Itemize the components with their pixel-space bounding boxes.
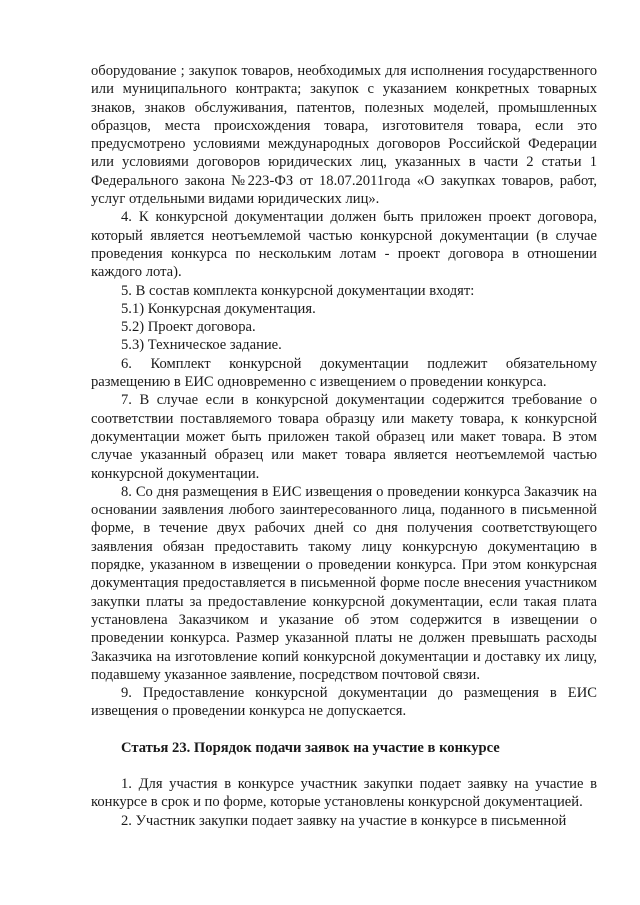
paragraph-5-3: 5.3) Техническое задание. (121, 337, 282, 354)
paragraph-6: 6. Комплект конкурсной документации подлежит обязательному размещению в ЕИС одновременно с извещением о проведении конкурса. (91, 355, 597, 391)
paragraph-5-1: 5.1) Конкурсная документация. (121, 300, 316, 317)
document-page (91, 62, 597, 830)
article-paragraph-1: 1. Для участия в конкурсе участник закупки подает заявку на участие в конкурсе в срок и по форме, которые установлены конкурсной документацией. (91, 775, 597, 811)
paragraph-7: 7. В случае если в конкурсной документации содержится требование о соответствии поставляемого товара образцу или макету товара, к конкурсной документации может быть приложен такой образец или макет товара. В этом случае указанный образец или макет товара является неотъемлемой частью конкурсной документации. (91, 392, 597, 482)
paragraph-5-2: 5.2) Проект договора. (121, 319, 256, 336)
paragraph-5: 5. В состав комплекта конкурсной документации входят: (121, 282, 475, 299)
paragraph-9: 9. Предоставление конкурсной документации до размещения в ЕИС извещения о проведении конкурса не допускается. (91, 685, 597, 720)
paragraph-8: 8. Со дня размещения в ЕИС извещения о проведении конкурса Заказчик на основании заявления любого заинтересованного лица, поданного в письменной форме, в течение двух рабочих дней со дня получения соответствующего заявления обязан предоставить такому лицу конкурсную документацию в порядке, указанном в извещении о проведении конкурса. При этом конкурсная документация предоставляется в письменной форме после внесения участником закупки платы за предоставление конкурсной документации, если такая плата установлена Заказчиком и указание об этом содержится в извещении о проведении конкурса. Размер указанной платы не должен превышать расходы Заказчика на изготовление копий конкурсной документации и доставку их лицу, подавшему указанное заявление, посредством почтовой связи. (91, 483, 597, 683)
article-heading: Статья 23. Порядок подачи заявок на участие в конкурсе (121, 739, 500, 756)
article-paragraph-2: 2. Участник закупки подает заявку на участие в конкурсе в письменной (121, 812, 567, 829)
paragraph-continuation: оборудование ; закупок товаров, необходимых для исполнения государственного или муниципального контракта; закупок с указанием конкретных товарных знаков, знаков обслуживания, патентов, полезных моделей, промышленных образцов, места происхождения товара, изготовителя товара, если это предусмотрено условиями международных договоров Российской Федерации или условиями договоров юридических лиц, указанных в части 2 статьи 1 Федерального закона №223-ФЗ от 18.07.2011года «О закупках товаров, работ, услуг отдельными видами юридических лиц». (91, 63, 597, 208)
paragraph-4: 4. К конкурсной документации должен быть приложен проект договора, который является неотъемлемой частью конкурсной документации (в случае проведения конкурса по нескольким лотам - проект договора в отношении каждого лота). (91, 209, 597, 281)
